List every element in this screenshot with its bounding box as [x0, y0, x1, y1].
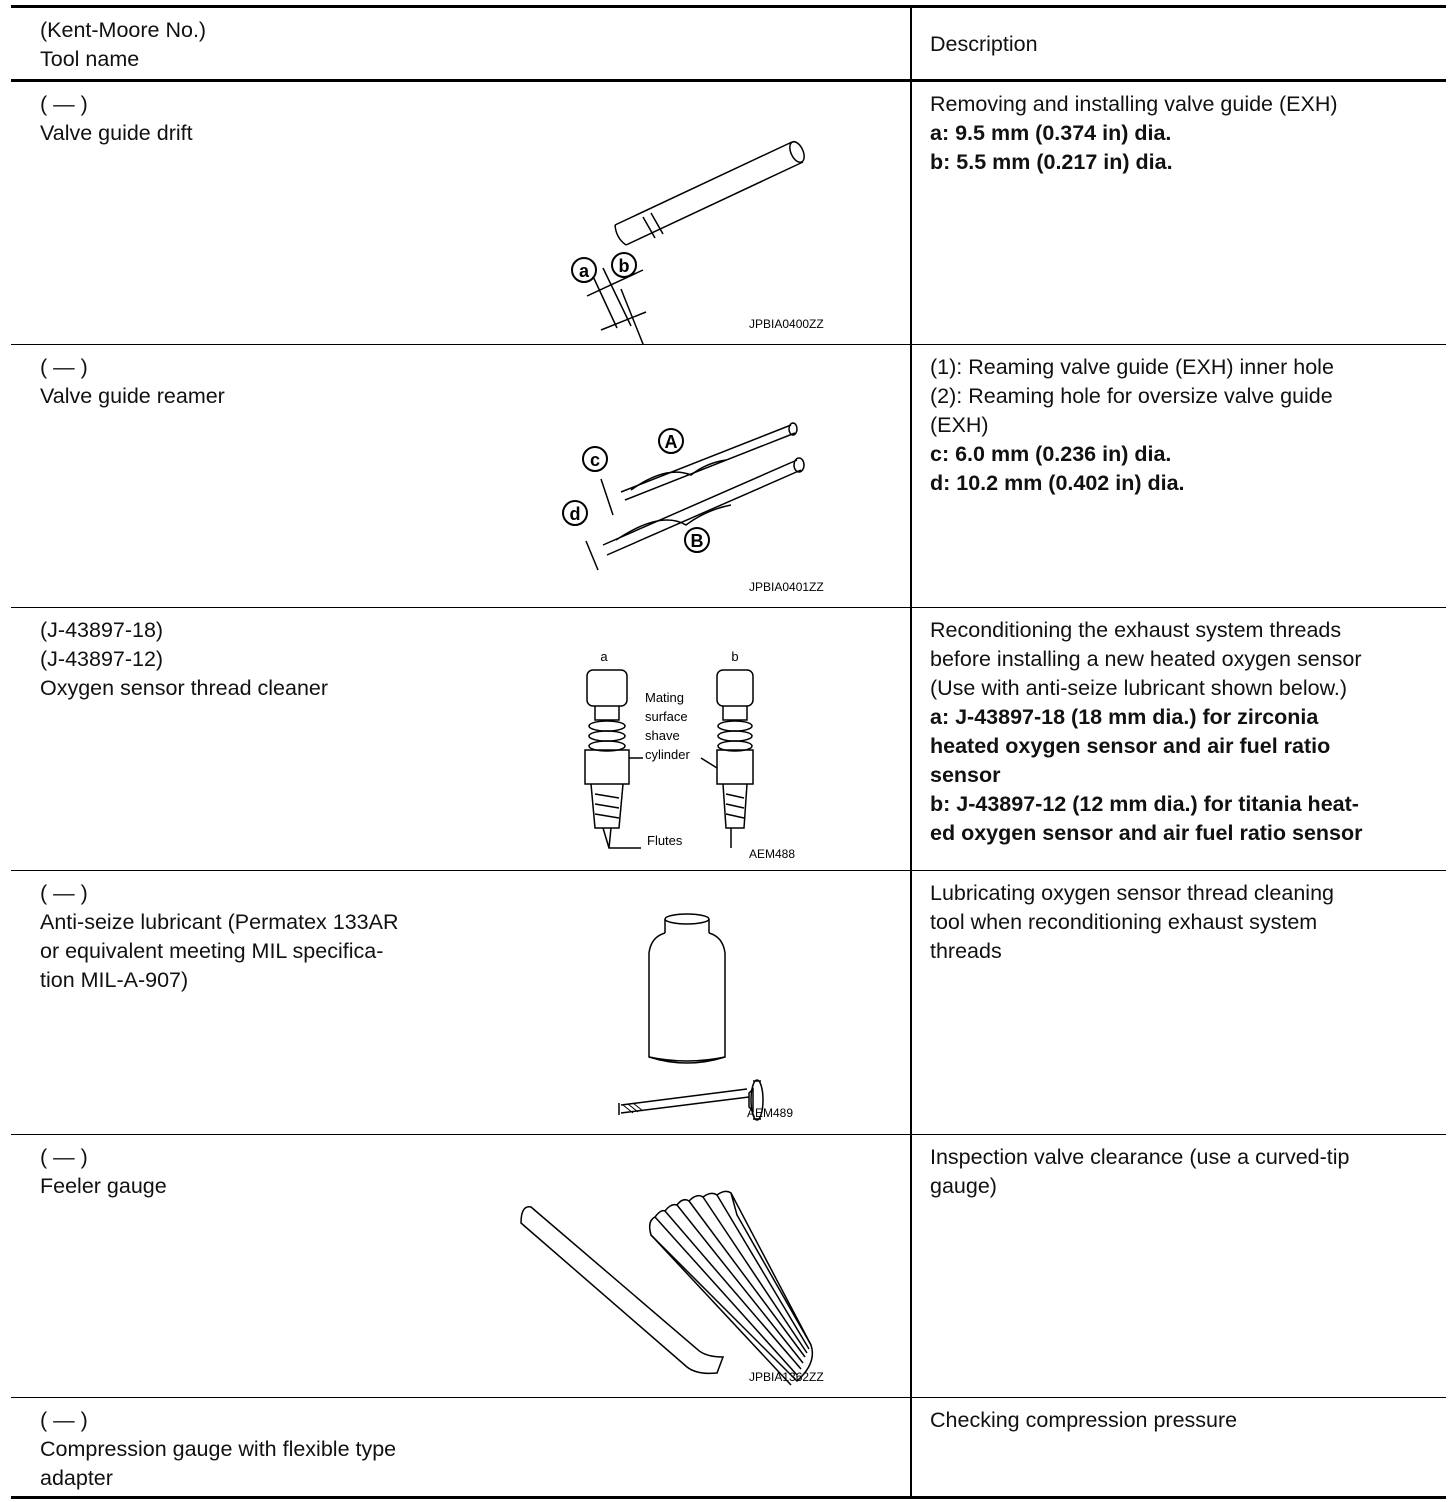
description-cell [930, 879, 1430, 966]
description-cell [930, 1143, 1430, 1201]
spec-line: b: 5.5 mm (0.217 in) dia. [930, 150, 1173, 174]
tool-name-cell [40, 1406, 470, 1493]
tool-name: Valve guide drift [40, 121, 193, 145]
description-cell [930, 616, 1430, 848]
kent-moore-number: (J-43897-18) [40, 618, 164, 642]
figure-label-a: a [600, 649, 608, 664]
tool-name: or equivalent meeting MIL specifica- [40, 939, 384, 963]
description-line: Checking compression pressure [930, 1408, 1238, 1432]
header-tool-name-label: Tool name [40, 47, 140, 71]
tool-name: Valve guide reamer [40, 384, 225, 408]
valve-guide-reamer-figure [491, 345, 891, 607]
table-row [11, 608, 1446, 871]
spec-line: a: J-43897-18 (18 mm dia.) for zirconia [930, 705, 1319, 729]
table-row [11, 345, 1446, 608]
figure-label-A: A [664, 432, 678, 452]
kent-moore-number: ( — ) [40, 881, 88, 905]
kent-moore-number: (J-43897-12) [40, 647, 164, 671]
figure-label-c: c [589, 450, 601, 470]
description-line: (EXH) [930, 413, 989, 437]
figure-label-flutes: Flutes [647, 833, 683, 848]
tool-name-cell [40, 353, 470, 411]
tool-name: Compression gauge with flexible type [40, 1437, 397, 1461]
description-line: (Use with anti-seize lubricant shown below.) [930, 676, 1348, 700]
spec-line: c: 6.0 mm (0.236 in) dia. [930, 442, 1172, 466]
tool-name: Feeler gauge [40, 1174, 167, 1198]
table-row [11, 871, 1446, 1135]
spec-line: ed oxygen sensor and air fuel ratio sensor [930, 821, 1363, 845]
table-row [11, 82, 1446, 345]
spec-line: b: J-43897-12 (12 mm dia.) for titania heat- [930, 792, 1359, 816]
description-cell [930, 353, 1430, 498]
header-description: Description [930, 32, 1038, 56]
tool-name-cell [40, 879, 470, 995]
description-line: (1): Reaming valve guide (EXH) inner hole [930, 355, 1334, 379]
figure-label-a: a [578, 261, 590, 281]
description-line: gauge) [930, 1174, 997, 1198]
kent-moore-number: ( — ) [40, 1408, 88, 1432]
spec-line: sensor [930, 763, 1001, 787]
spec-line: heated oxygen sensor and air fuel ratio [930, 734, 1331, 758]
figure-label-surface: surface [645, 709, 688, 724]
tool-name-cell [40, 1143, 470, 1201]
tool-name-cell [40, 616, 470, 703]
spec-line: d: 10.2 mm (0.402 in) dia. [930, 471, 1185, 495]
header-kent-moore-label: (Kent-Moore No.) [40, 18, 207, 42]
spec-line: a: 9.5 mm (0.374 in) dia. [930, 121, 1172, 145]
description-line: threads [930, 939, 1002, 963]
figure-label-B: B [690, 531, 704, 551]
table-header-row [11, 8, 1446, 82]
figure-label-mating: Mating [645, 690, 685, 705]
table-row [11, 1135, 1446, 1398]
tool-name: Anti-seize lubricant (Permatex 133AR [40, 910, 399, 934]
description-line: before installing a new heated oxygen sensor [930, 647, 1362, 671]
column-divider [910, 5, 912, 1499]
figure-label-b: b [618, 256, 630, 276]
tool-name: tion MIL-A-907) [40, 968, 189, 992]
figure-label-d: d [569, 504, 581, 524]
figure-label-b: b [731, 649, 739, 664]
figure-label-cylinder: cylinder [645, 747, 690, 762]
tool-name: Oxygen sensor thread cleaner [40, 676, 329, 700]
figure-code: AEM489 [747, 1106, 794, 1120]
oxygen-sensor-thread-cleaner-figure [491, 608, 891, 870]
description-line: Lubricating oxygen sensor thread cleaning [930, 881, 1334, 905]
table-row [11, 1398, 1446, 1499]
kent-moore-number: ( — ) [40, 1145, 88, 1169]
figure-code: JPBIA0401ZZ [749, 580, 824, 594]
figure-code: JPBIA1362ZZ [749, 1370, 824, 1384]
figure-code: AEM488 [749, 847, 796, 861]
description-line: (2): Reaming hole for oversize valve guide [930, 384, 1333, 408]
anti-seize-lubricant-figure [491, 871, 891, 1133]
description-line: Reconditioning the exhaust system threads [930, 618, 1342, 642]
figure-label-shave: shave [645, 728, 680, 743]
feeler-gauge-figure [491, 1135, 891, 1397]
valve-guide-drift-figure [491, 82, 891, 344]
description-line: Removing and installing valve guide (EXH) [930, 92, 1338, 116]
kent-moore-number: ( — ) [40, 92, 88, 116]
kent-moore-number: ( — ) [40, 355, 88, 379]
tool-name-cell [40, 90, 470, 148]
description-line: tool when reconditioning exhaust system [930, 910, 1318, 934]
description-cell [930, 90, 1430, 177]
tool-name: adapter [40, 1466, 113, 1490]
header-tool-name [40, 16, 470, 74]
description-line: Inspection valve clearance (use a curved-tip [930, 1145, 1350, 1169]
figure-code: JPBIA0400ZZ [749, 317, 824, 331]
description-cell [930, 1406, 1430, 1435]
